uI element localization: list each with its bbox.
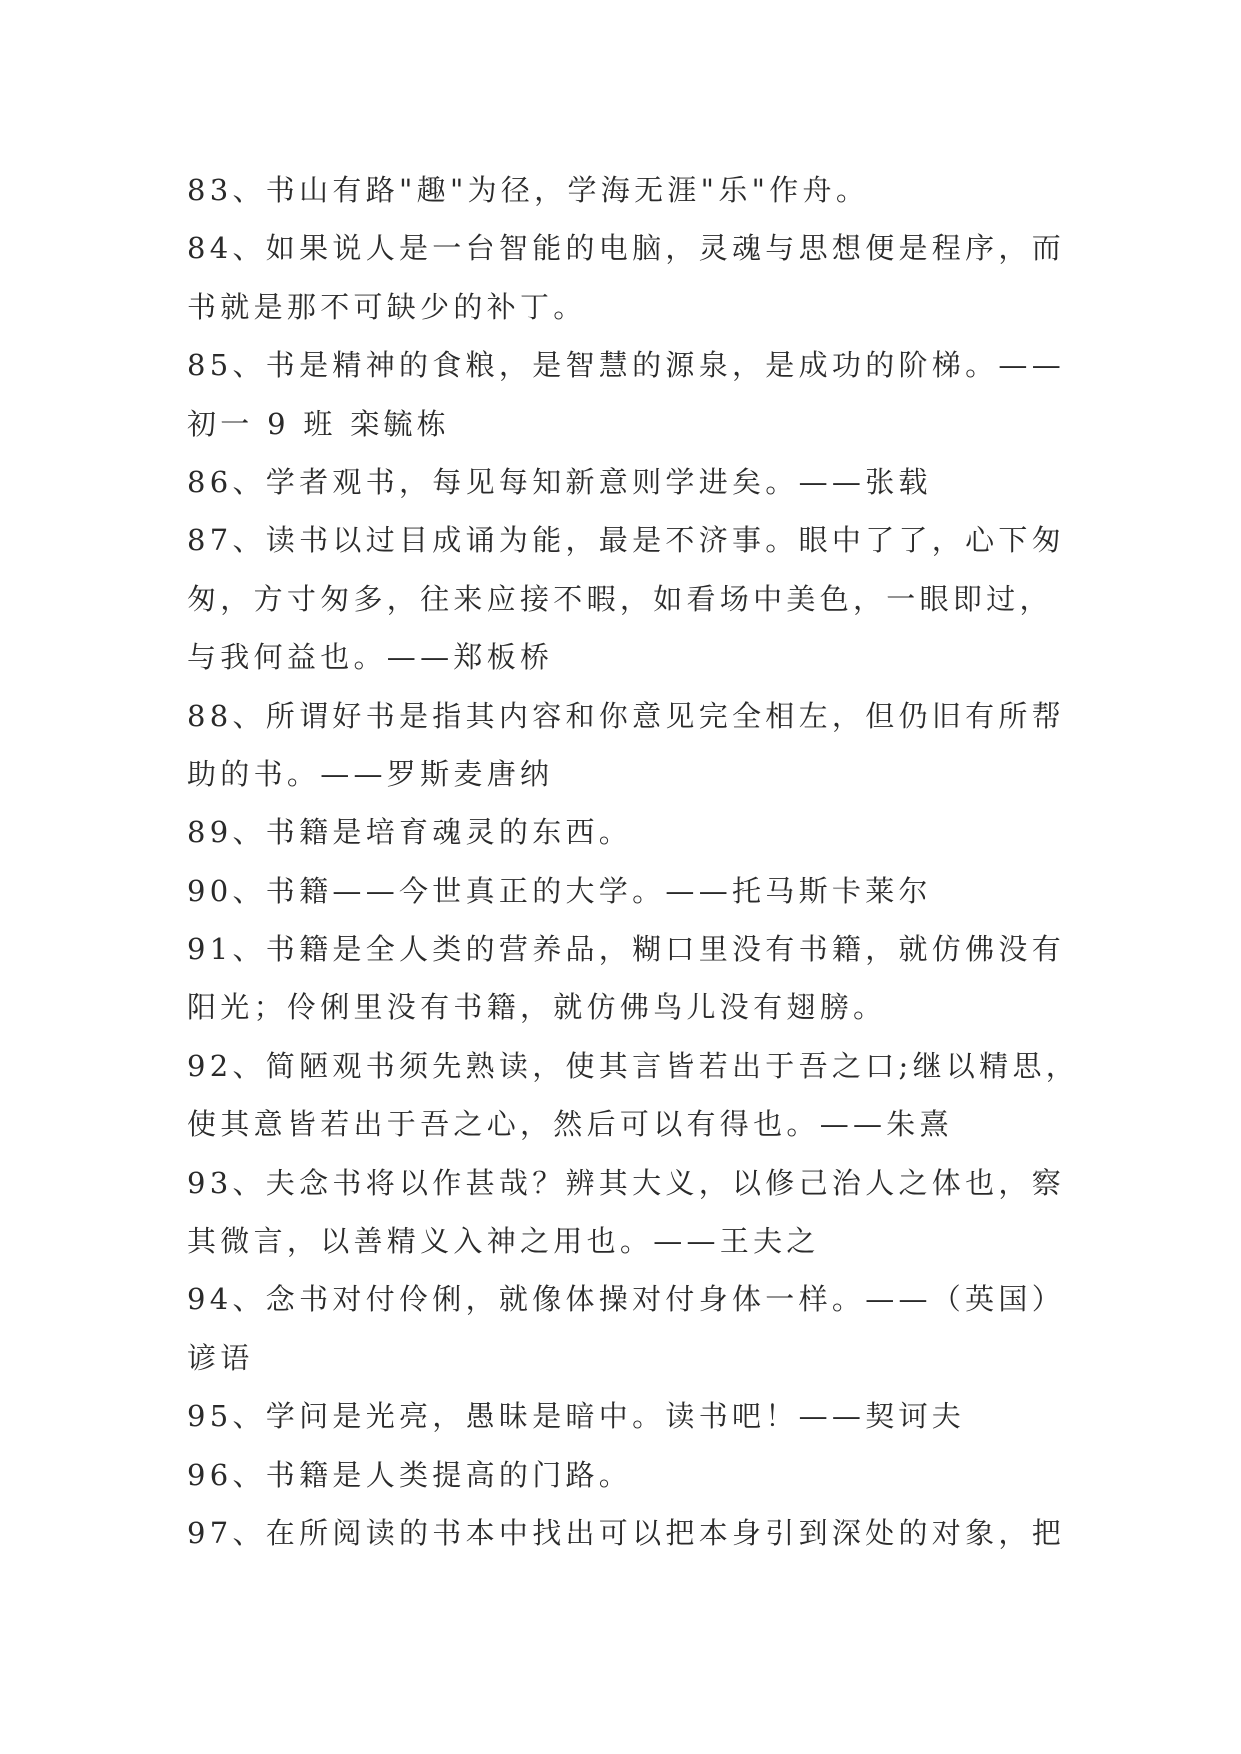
text-line: 阳光；伶俐里没有书籍，就仿佛鸟儿没有翅膀。 <box>187 990 887 1025</box>
text-line: 94、念书对付伶俐，就像体操对付身体一样。——（英国） <box>187 1282 1066 1317</box>
text-line: 86、学者观书，每见每知新意则学进矣。——张载 <box>187 464 932 499</box>
text-line: 匆，方寸匆多，往来应接不暇，如看场中美色，一眼即过， <box>187 581 1053 616</box>
text-line: 初一 9 班 栾毓栋 <box>187 406 451 441</box>
text-line: 93、夫念书将以作甚哉？辨其大义，以修己治人之体也，察 <box>187 1165 1066 1200</box>
text-line: 谚语 <box>187 1340 254 1375</box>
text-line: 89、书籍是培育魂灵的东西。 <box>187 815 633 850</box>
text-line: 87、读书以过目成诵为能，最是不济事。眼中了了，心下匆 <box>187 523 1066 558</box>
text-line: 其微言，以善精义入神之用也。——王夫之 <box>187 1224 820 1259</box>
text-line: 95、学问是光亮，愚昧是暗中。读书吧！——契诃夫 <box>187 1399 966 1434</box>
text-line: 书就是那不可缺少的补丁。 <box>187 289 587 324</box>
text-line: 83、书山有路"趣"为径，学海无涯"乐"作舟。 <box>187 173 870 207</box>
text-line: 助的书。——罗斯麦唐纳 <box>187 756 554 791</box>
text-line: 88、所谓好书是指其内容和你意见完全相左，但仍旧有所帮 <box>187 698 1066 733</box>
text-line: 与我何益也。——郑板桥 <box>187 640 554 675</box>
text-line: 97、在所阅读的书本中找出可以把本身引到深处的对象，把 <box>187 1515 1066 1550</box>
text-line: 92、简陋观书须先熟读，使其言皆若出于吾之口;继以精思， <box>187 1048 1080 1083</box>
text-line: 使其意皆若出于吾之心，然后可以有得也。——朱熹 <box>187 1107 953 1142</box>
text-line: 96、书籍是人类提高的门路。 <box>187 1457 633 1492</box>
text-line: 84、如果说人是一台智能的电脑，灵魂与思想便是程序，而 <box>187 231 1066 266</box>
text-line: 90、书籍——今世真正的大学。——托马斯卡莱尔 <box>187 873 932 908</box>
document-body <box>187 161 1080 1562</box>
text-line: 85、书是精神的食粮，是智慧的源泉，是成功的阶梯。—— <box>187 348 1066 383</box>
text-line: 91、书籍是全人类的营养品，糊口里没有书籍，就仿佛没有 <box>187 932 1066 967</box>
